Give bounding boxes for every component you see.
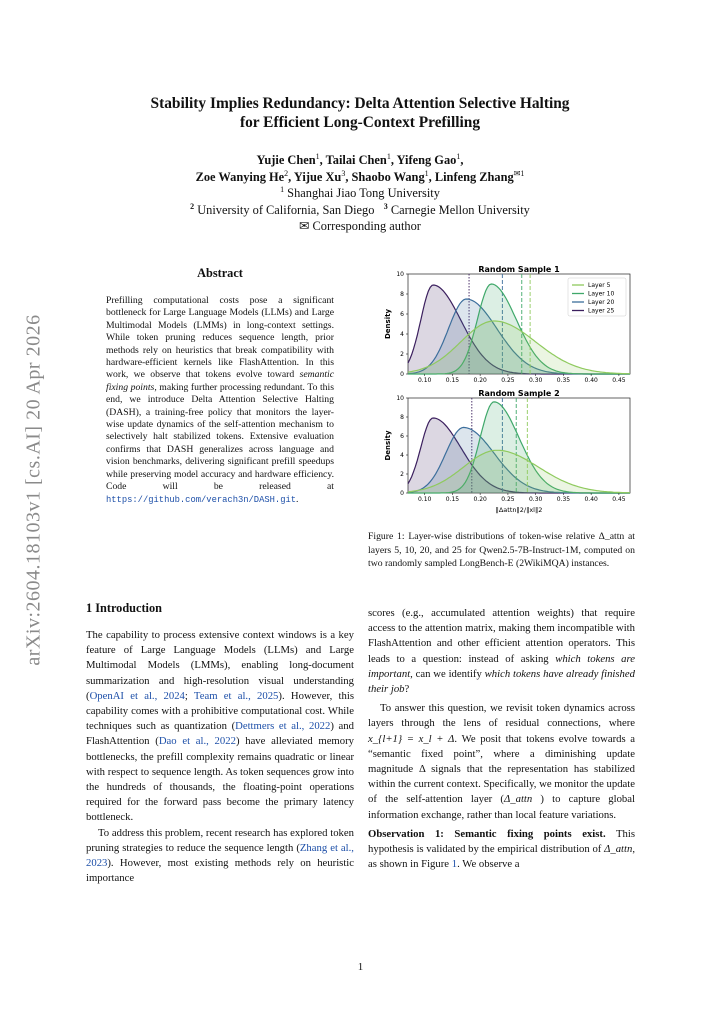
figure-ref-link[interactable]: 1 (451, 858, 458, 871)
chart-title: Random Sample 2 (478, 389, 560, 398)
author-name: Shaobo Wang (351, 169, 425, 184)
observation-paragraph: Observation 1: Semantic fixing points exist. This hypothesis is validated by the empirical distribution of Δ_attn, as shown in Figure 1. We observe a (368, 827, 635, 871)
citation-link[interactable]: Team et al., 2025 (193, 689, 279, 702)
affiliation-1: $^1$ Shanghai Jiao Tong University (280, 184, 440, 200)
figure-caption: Figure 1: Layer-wise distributions of token-wise relative Δ_attn at layers 5, 10, 20, and 25 for Qwen2.5-7B-Instruct-1M, computed on two randomly sampled LongBench-E (2WikiMQA) instances. (368, 531, 635, 569)
author-name: Yifeng Gao (396, 153, 457, 167)
x-tick-label: 0.45 (612, 496, 626, 503)
author-name: Linfeng Zhang (434, 169, 514, 184)
right-paragraph-1: scores (e.g., accumulated attention weights) that require access to the attention matrix, making them incompatible with FlashAttention and other efficient attention operators. This leads to a question: instead of asking which tokens are important, can we identify which tokens have already finished their job? (368, 607, 636, 696)
y-tick-label: 6 (400, 311, 404, 318)
legend-label: Layer 20 (588, 299, 615, 307)
author-affiliation-mark: 1 (456, 151, 461, 161)
x-tick-label: 0.10 (417, 496, 432, 503)
y-tick-label: 4 (400, 331, 404, 338)
intro-paragraph-2: To address this problem, recent research has explored token pruning strategies to reduce the sequence length (Zhang et al., 2023). However, most existing methods rely on heuristic importance (86, 826, 354, 885)
paper-title: Stability Implies Redundancy: Delta Attention Selective Halting for Efficient Long-Context Prefilling (150, 95, 570, 131)
intro-paragraph-1: The capability to process extensive context windows is a key feature of Large Language Models (LLMs) and Large Multimodal Models (LMMs), enabling long-document summarization and high-resolution visual understanding (OpenAI et al., 2024; Team et al., 2025). However, this capability comes with a prohibitive computational cost. While techniques such as quantization (Dettmers et al., 2022) and FlashAttention (Dao et al., 2022) have alleviated memory bottlenecks, the prefill complexity remains quadratic or linear with respect to sequence length. As token sequences grow into the hundreds of thousands, the floating-point operations required for the forward pass become the primary latency bottleneck. (86, 629, 354, 824)
y-tick-label: 2 (400, 351, 404, 358)
x-axis-label: ‖Δattn‖2/‖xl‖2 (495, 506, 543, 514)
arxiv-stamp: arXiv:2604.18103v1 [cs.AI] 20 Apr 2026 (22, 314, 45, 666)
y-tick-label: 0 (400, 490, 404, 497)
legend-label: Layer 25 (588, 307, 615, 315)
y-axis-label: Density (384, 430, 392, 461)
x-tick-label: 0.20 (473, 377, 487, 384)
y-tick-label: 0 (400, 371, 404, 378)
y-tick-label: 6 (400, 433, 404, 440)
citation-link[interactable]: Zhang et al., 2023 (86, 841, 354, 870)
citation-link[interactable]: Dettmers et al., 2022 (235, 720, 331, 733)
citation-link[interactable]: OpenAI et al., 2024 (89, 689, 185, 702)
chart-panel-sample-1 (384, 265, 630, 384)
citation-link[interactable]: Dao et al., 2022 (158, 735, 236, 748)
author-name: Yijue Xu (293, 169, 342, 184)
code-link[interactable]: https://github.com/verach3n/DASH.git (106, 494, 297, 505)
author-affiliation-mark: ✉1 (513, 168, 525, 178)
author-affiliation-mark: 2 (284, 168, 289, 178)
x-tick-label: 0.15 (445, 377, 460, 384)
affiliation-2-3: $^2$ University of California, San Diego $^3$ Carnegie Mellon University (190, 201, 530, 217)
y-tick-label: 4 (400, 452, 404, 459)
author-affiliation-mark: 3 (341, 168, 346, 178)
figure-1-density-plots (368, 262, 635, 524)
x-tick-label: 0.45 (612, 377, 626, 384)
chart-panel-sample-2 (384, 389, 630, 514)
y-tick-label: 10 (396, 395, 404, 402)
x-tick-label: 0.35 (556, 496, 571, 503)
author-line-1: Yujie Chen$^1$, Tailai Chen$^1$, Yifeng Gao$^1$, (256, 151, 464, 167)
x-tick-label: 0.35 (556, 377, 571, 384)
x-tick-label: 0.15 (445, 496, 460, 503)
right-column-text (368, 606, 635, 872)
author-block (110, 152, 610, 235)
y-axis-label: Density (384, 308, 392, 340)
intro-text (86, 628, 354, 886)
page-number: 1 (357, 961, 364, 973)
corresponding-author: ✉ Corresponding author (299, 219, 421, 233)
x-tick-label: 0.30 (528, 496, 543, 503)
author-affiliation-mark: 1 (424, 168, 429, 178)
x-tick-label: 0.20 (473, 496, 487, 503)
legend-label: Layer 10 (588, 290, 615, 298)
y-tick-label: 8 (400, 414, 404, 421)
author-affiliation-mark: 1 (386, 151, 391, 161)
author-name: Zoe Wanying He (195, 169, 285, 184)
x-tick-label: 0.30 (528, 377, 543, 384)
chart-title: Random Sample 1 (478, 265, 560, 274)
y-tick-label: 10 (396, 271, 404, 278)
y-tick-label: 8 (400, 291, 404, 298)
y-tick-label: 2 (400, 471, 404, 478)
section-heading-introduction: 1 Introduction (86, 601, 162, 615)
abstract-heading: Abstract (197, 266, 243, 280)
author-name: Tailai Chen (325, 153, 387, 167)
legend-label: Layer 5 (588, 282, 611, 290)
x-tick-label: 0.10 (417, 377, 432, 384)
author-line-2: Zoe Wanying He$^2$, Yijue Xu$^3$, Shaobo Wang$^1$, Linfeng Zhang$^{✉1}$ (195, 168, 525, 184)
right-paragraph-2: To answer this question, we revisit token dynamics across layers through the lens of residual connections, where x_{l+1} = x_l + Δ. We posit that tokens evolve towards a “semantic fixed point”, where a diminishing update magnitude Δ signals that the representation has stabilized within the current context. Specifically, we monitor the update of the self-attention layer (Δ_attn ) to capture global information exchange, rather than local feature variations. (368, 702, 636, 821)
x-tick-label: 0.25 (501, 377, 515, 384)
x-tick-label: 0.40 (584, 496, 598, 503)
abstract-text: Prefilling computational costs pose a significant bottleneck for Large Language Models (LLMs) and Large Multimodal Models (LMMs) in long-context settings. While token pruning reduces sequence length, prior methods rely on heuristics that break compatibility with hardware-efficient kernels like FlashAttention. In this work, we observe that tokens evolve toward semantic fixing points, making further processing redundant. To this end, we introduce Delta Attention Selective Halting (DASH), a training-free policy that monitors the layer-wise update dynamics of the self-attention mechanism to selectively halt stabilized tokens. Extensive evaluation confirms that DASH generalizes across language and vision benchmarks, delivering significant prefill speedups while preserving model accuracy and hardware efficiency. Code will be released at https://github.com/verach3n/DASH.git. (106, 295, 334, 505)
author-affiliation-mark: 1 (315, 151, 320, 161)
x-tick-label: 0.40 (584, 377, 598, 384)
x-tick-label: 0.25 (501, 496, 515, 503)
author-name: Yujie Chen (256, 153, 316, 167)
